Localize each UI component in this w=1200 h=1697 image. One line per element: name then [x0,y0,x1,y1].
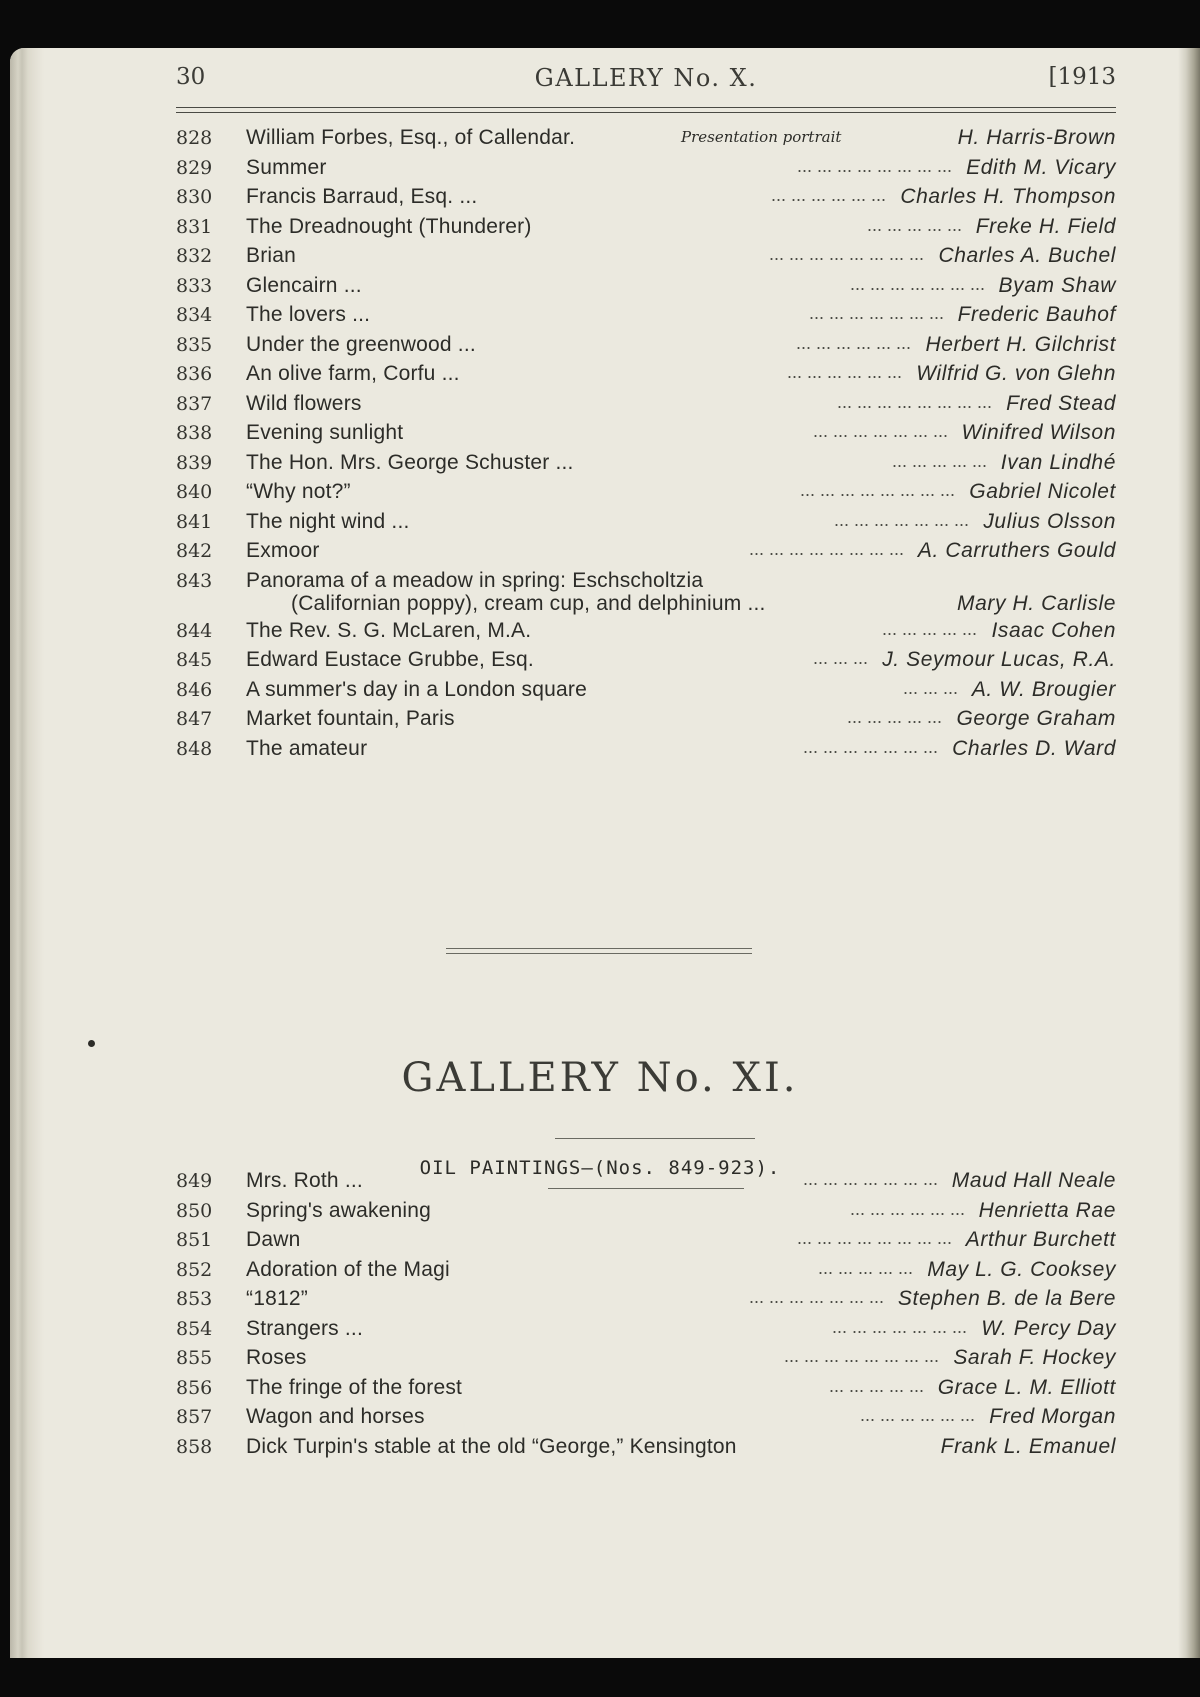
catalogue-entry [176,360,1116,390]
leader-dots: ... ... ... ... ... [828,1375,924,1396]
page-number: 30 [176,64,206,90]
entry-title: A summer's day in a London square [246,677,587,701]
leader-dots: ... ... ... ... ... ... ... ... [796,155,952,176]
entry-artist: Herbert H. Gilchrist [925,332,1116,356]
entry-number: 849 [176,1170,213,1192]
header-rule [176,107,1116,113]
entry-artist: Fred Morgan [989,1405,1116,1428]
leader-dots: ... ... ... [902,677,958,698]
leader-dots: ... ... ... ... ... ... ... ... [783,1346,939,1366]
leader-dots: ... ... ... ... ... ... ... [802,736,938,757]
entry-artist: George Graham [956,707,1116,730]
entry-title: Market fountain, Paris [246,707,455,730]
entry-artist: Sarah F. Hockey [953,1346,1116,1369]
entry-title: The night wind ... [246,509,410,533]
entry-title: “1812” [246,1287,308,1310]
entry-title-continued: (Californian poppy), cream cup, and delphinium ... [291,591,766,615]
catalogue-entry [176,1374,1116,1404]
gallery-xi-subtitle: OIL PAINTINGS—(Nos. 849-923). [419,1157,781,1179]
entry-artist: Edith M. Vicary [966,155,1116,179]
catalogue-entry [176,1285,1116,1315]
catalogue-entry [176,1256,1116,1286]
entry-title: Roses [246,1346,307,1369]
leader-dots: ... ... ... ... ... [817,1257,913,1278]
entry-number: 833 [176,274,213,297]
entry-title: Edward Eustace Grubbe, Esq. [246,648,534,671]
entry-artist: W. Percy Day [981,1316,1116,1340]
leader-dots: ... ... ... ... ... ... ... [812,421,948,441]
entry-number: 829 [176,156,213,179]
entry-number: 840 [176,481,213,503]
entry-number: 839 [176,451,213,474]
catalogue-entry [176,646,1116,676]
entry-number: 847 [176,708,213,730]
entry-artist: Maud Hall Neale [951,1169,1116,1192]
leader-dots: ... ... ... ... ... ... ... [831,1316,967,1337]
entry-number: 830 [176,186,213,208]
catalogue-entry [176,390,1116,420]
entry-artist: Winifred Wilson [961,421,1116,444]
entry-artist: Fred Stead [1006,391,1116,415]
leader-dots: ... ... ... ... ... ... ... ... [799,480,955,500]
entry-number: 852 [176,1258,213,1281]
header-year: [1913 [1048,64,1116,90]
catalogue-entry [176,1433,1116,1463]
entry-title: Under the greenwood ... [246,332,476,356]
entry-artist: May L. G. Cooksey [927,1257,1116,1281]
entry-number: 848 [176,737,213,760]
leader-dots: ... ... ... ... ... ... [859,1405,975,1425]
entry-title: William Forbes, Esq., of Callendar. [246,126,576,149]
catalogue-entry [176,1403,1116,1433]
entry-artist: Gabriel Nicolet [969,480,1116,503]
leader-dots: ... ... ... ... ... ... ... [808,303,944,323]
entry-title: Spring's awakening [246,1198,432,1222]
entry-number: 828 [176,127,213,149]
leader-dots: ... ... ... ... ... ... ... [849,273,985,294]
entry-number: 834 [176,304,213,326]
gallery-xi-title: GALLERY No. XI. [401,1055,799,1101]
catalogue-entry [176,1167,1116,1197]
entry-title: Summer [246,155,327,179]
leader-dots: ... ... ... ... ... ... ... ... [748,539,904,559]
entry-artist: Freke H. Field [975,214,1116,238]
entry-title: An olive farm, Corfu ... [246,362,460,385]
catalogue-entry [176,183,1116,213]
catalogue-entry [176,331,1116,361]
entry-title: Strangers ... [246,1316,363,1340]
entry-artist: Ivan Lindhé [1000,450,1116,474]
catalogue-entry [176,1344,1116,1374]
entry-number: 842 [176,540,213,562]
leader-dots: ... ... ... ... ... [891,450,987,471]
entry-number: 846 [176,678,213,701]
entry-artist: Frederic Bauhof [957,303,1116,326]
catalogue-entry [176,537,1116,567]
entry-artist: J. Seymour Lucas, R.A. [882,648,1116,671]
catalogue-entry [176,617,1116,647]
catalogue-entry [176,449,1116,479]
leader-dots: ... ... ... ... ... ... ... [748,1287,884,1307]
leader-dots: ... ... ... [812,648,868,668]
entry-title: Brian [246,244,297,267]
running-header [176,64,1116,104]
ink-dot [88,1040,95,1047]
entry-number: 844 [176,619,213,642]
catalogue-entry [176,567,1116,617]
catalogue-entry [176,478,1116,508]
entry-artist: Charles A. Buchel [938,244,1116,267]
entry-title: The Dreadnought (Thunderer) [246,214,532,238]
catalogue-entry [176,1197,1116,1227]
entry-title: The fringe of the forest [246,1375,463,1399]
catalogue-entry [176,301,1116,331]
entry-artist: Julius Olsson [983,509,1116,533]
catalogue-entry [176,419,1116,449]
entry-number: 858 [176,1435,213,1458]
header-gallery-title: GALLERY No. X. [534,64,758,92]
leader-dots: ... ... ... ... ... ... ... ... [836,391,992,412]
entry-title: Wagon and horses [246,1405,425,1428]
entry-artist: A. Carruthers Gould [917,539,1116,562]
gallery-x-entries [176,124,1116,764]
entry-number: 843 [176,569,213,592]
entry-artist: Isaac Cohen [991,618,1116,642]
entry-title: Adoration of the Magi [246,1257,450,1281]
leader-dots: ... ... ... ... ... [866,214,962,235]
entry-title: Dick Turpin's stable at the old “George,” Kensington [246,1434,737,1458]
catalogue-entry [176,124,1116,154]
page-edges [10,48,44,1658]
entry-number: 850 [176,1199,213,1222]
entry-number: 838 [176,422,213,444]
entry-title: Panorama of a meadow in spring: Eschscholtzia [246,568,704,592]
subtitle-rule-top [555,1138,755,1139]
entry-title: Francis Barraud, Esq. ... [246,185,478,208]
entry-number: 841 [176,510,213,533]
entry-title: Dawn [246,1228,301,1251]
entry-title: Wild flowers [246,391,362,415]
catalogue-entry [176,676,1116,706]
catalogue-entry [176,508,1116,538]
entry-artist: Byam Shaw [998,273,1116,297]
leader-dots: ... ... ... ... ... [846,707,942,727]
catalogue-entry [176,242,1116,272]
entry-number: 835 [176,333,213,356]
entry-title: The Hon. Mrs. George Schuster ... [246,450,574,474]
entry-artist: Grace L. M. Elliott [937,1375,1116,1399]
leader-dots: ... ... ... ... ... [881,618,977,639]
entry-number: 855 [176,1347,213,1369]
entry-title: The lovers ... [246,303,371,326]
entry-note: Presentation portrait [681,128,842,146]
entry-title: Evening sunlight [246,421,404,444]
entry-title: “Why not?” [246,480,351,503]
entry-title: Mrs. Roth ... [246,1169,363,1192]
entry-artist: Charles H. Thompson [900,185,1116,208]
catalogue-entry [176,735,1116,765]
entry-number: 845 [176,649,213,671]
leader-dots: ... ... ... ... ... ... ... ... [768,244,924,264]
entry-number: 836 [176,363,213,385]
catalogue-entry [176,705,1116,735]
entry-number: 837 [176,392,213,415]
catalogue-entry [176,1315,1116,1345]
catalogue-entry [176,1226,1116,1256]
entry-artist: Arthur Burchett [965,1228,1116,1251]
leader-dots: ... ... ... ... ... ... [849,1198,965,1219]
entry-number: 853 [176,1288,213,1310]
leader-dots: ... ... ... ... ... ... [786,362,902,382]
entry-title: Glencairn ... [246,273,362,297]
gallery-xi-entries [176,1167,1116,1462]
leader-dots: ... ... ... ... ... ... [770,185,886,205]
entry-title: The Rev. S. G. McLaren, M.A. [246,618,532,642]
section-divider [446,948,752,954]
entry-artist: Wilfrid G. von Glehn [916,362,1116,385]
entry-artist: Frank L. Emanuel [940,1434,1116,1458]
entry-number: 851 [176,1229,213,1251]
leader-dots: ... ... ... ... ... ... ... ... [796,1228,952,1248]
entry-number: 856 [176,1376,213,1399]
entry-number: 857 [176,1406,213,1428]
entry-artist: A. W. Brougier [971,677,1116,701]
catalogue-entry [176,213,1116,243]
entry-artist: Mary H. Carlisle [957,591,1116,615]
leader-dots: ... ... ... ... ... ... ... [802,1169,938,1189]
catalogue-entry [176,154,1116,184]
entry-artist: H. Harris-Brown [957,126,1116,149]
entry-title: The amateur [246,736,368,760]
catalogue-entry [176,272,1116,302]
entry-title: Exmoor [246,539,320,562]
entry-number: 854 [176,1317,213,1340]
entry-number: 831 [176,215,213,238]
entry-number: 832 [176,245,213,267]
entry-artist: Stephen B. de la Bere [897,1287,1116,1310]
entry-artist: Charles D. Ward [952,736,1116,760]
leader-dots: ... ... ... ... ... ... [795,332,911,353]
leader-dots: ... ... ... ... ... ... ... [833,509,969,530]
spine-shadow [1178,48,1200,1658]
entry-artist: Henrietta Rae [978,1198,1116,1222]
